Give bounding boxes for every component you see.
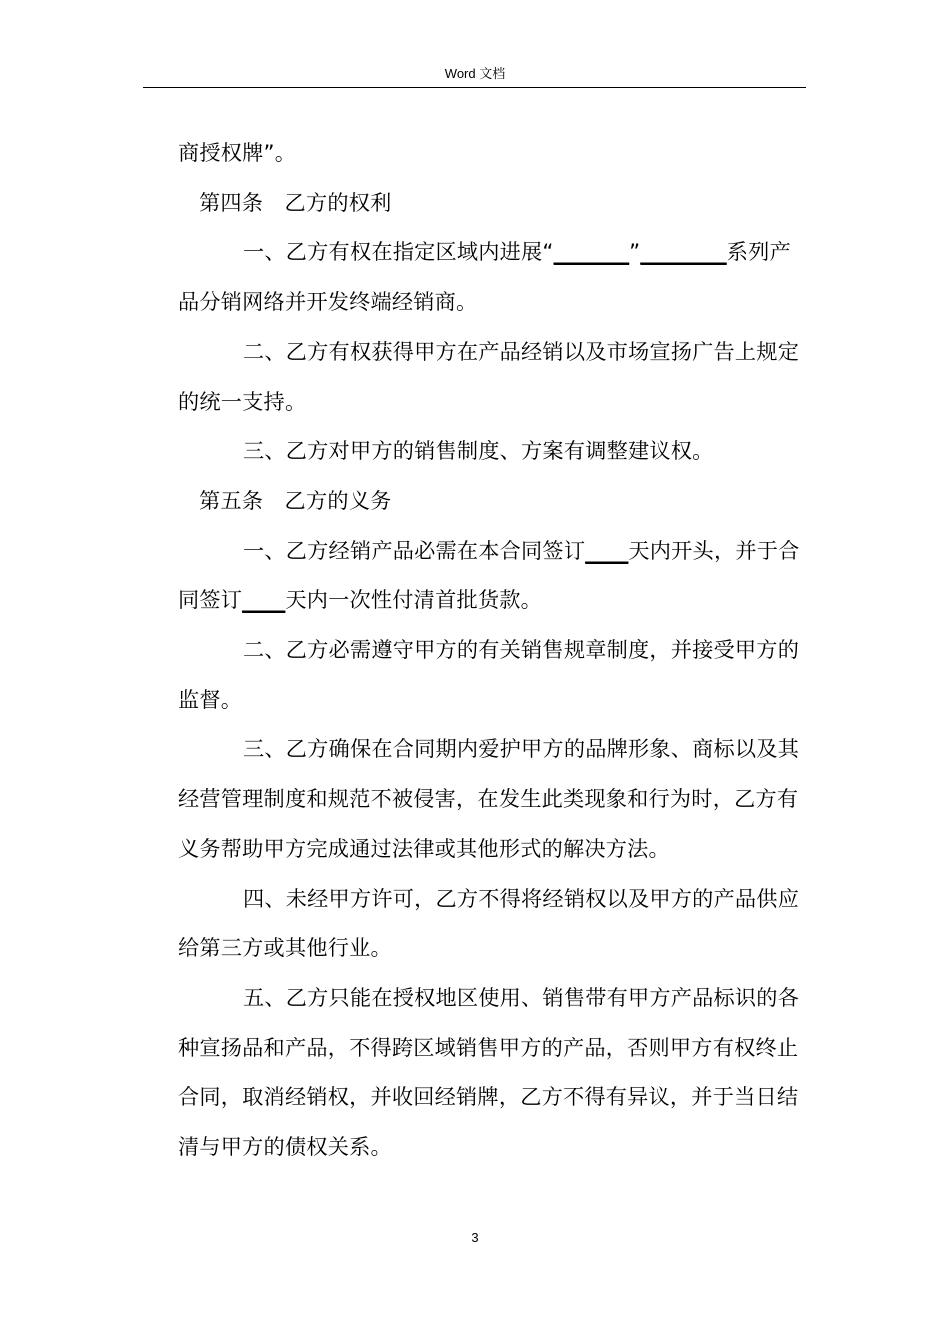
fill-in-blank: ____ (242, 587, 286, 613)
paragraph-right-3: 三、乙方对甲方的销售制度、方案有调整建议权。 (243, 438, 714, 464)
paragraph-continuation: 商授权牌”。 (178, 140, 297, 165)
fill-in-blank: _______ (553, 239, 630, 265)
article-heading-5: 第五条 乙方的义务 (199, 487, 392, 513)
document-body (178, 128, 803, 1172)
paragraph-duty-5: 五、乙方只能在授权地区使用、销售带有甲方产品标识的各种宣扬品和产品，不得跨区域销售甲方的产品，否则甲方有权终止合同，取消经销权，并收回经销牌，乙方不得有异议，并于当日结清与甲方的债权关系。 (178, 984, 800, 1160)
page-number: 3 (471, 1230, 479, 1245)
paragraph-duty-4: 四、未经甲方许可，乙方不得将经销权以及甲方的产品供应给第三方或其他行业。 (178, 885, 800, 961)
paragraph-duty-1 (178, 526, 803, 625)
paragraph-duty-3: 三、乙方确保在合同期内爱护甲方的品牌形象、商标以及其经营管理制度和规范不被侵害，在发生此类现象和行为时，乙方有义务帮助甲方完成通过法律或其他形式的解决方法。 (178, 736, 800, 861)
paragraph-right-1 (178, 227, 803, 326)
page-header: Word 文档 (444, 66, 506, 81)
text-run: 天内一次性付清首批货款。 (285, 587, 543, 613)
text-run: 一、乙方有权在指定区域内进展“ (243, 239, 554, 265)
paragraph-right-2: 二、乙方有权获得甲方在产品经销以及市场宣扬广告上规定的统一支持。 (178, 338, 800, 414)
fill-in-blank: ________ (640, 239, 727, 265)
text-run: ” (629, 239, 641, 265)
text-run: 一、乙方经销产品必需在本合同签订 (243, 537, 586, 563)
paragraph-duty-2: 二、乙方必需遵守甲方的有关销售规章制度，并接受甲方的监督。 (178, 637, 800, 712)
article-heading-4: 第四条 乙方的权利 (199, 189, 392, 215)
text-run: 系列产品分销网络并开发终端经销商。 (178, 239, 791, 315)
fill-in-blank: ____ (585, 537, 629, 563)
text-run: 天内开头，并于合同签订 (178, 537, 800, 613)
header-divider (143, 87, 806, 88)
